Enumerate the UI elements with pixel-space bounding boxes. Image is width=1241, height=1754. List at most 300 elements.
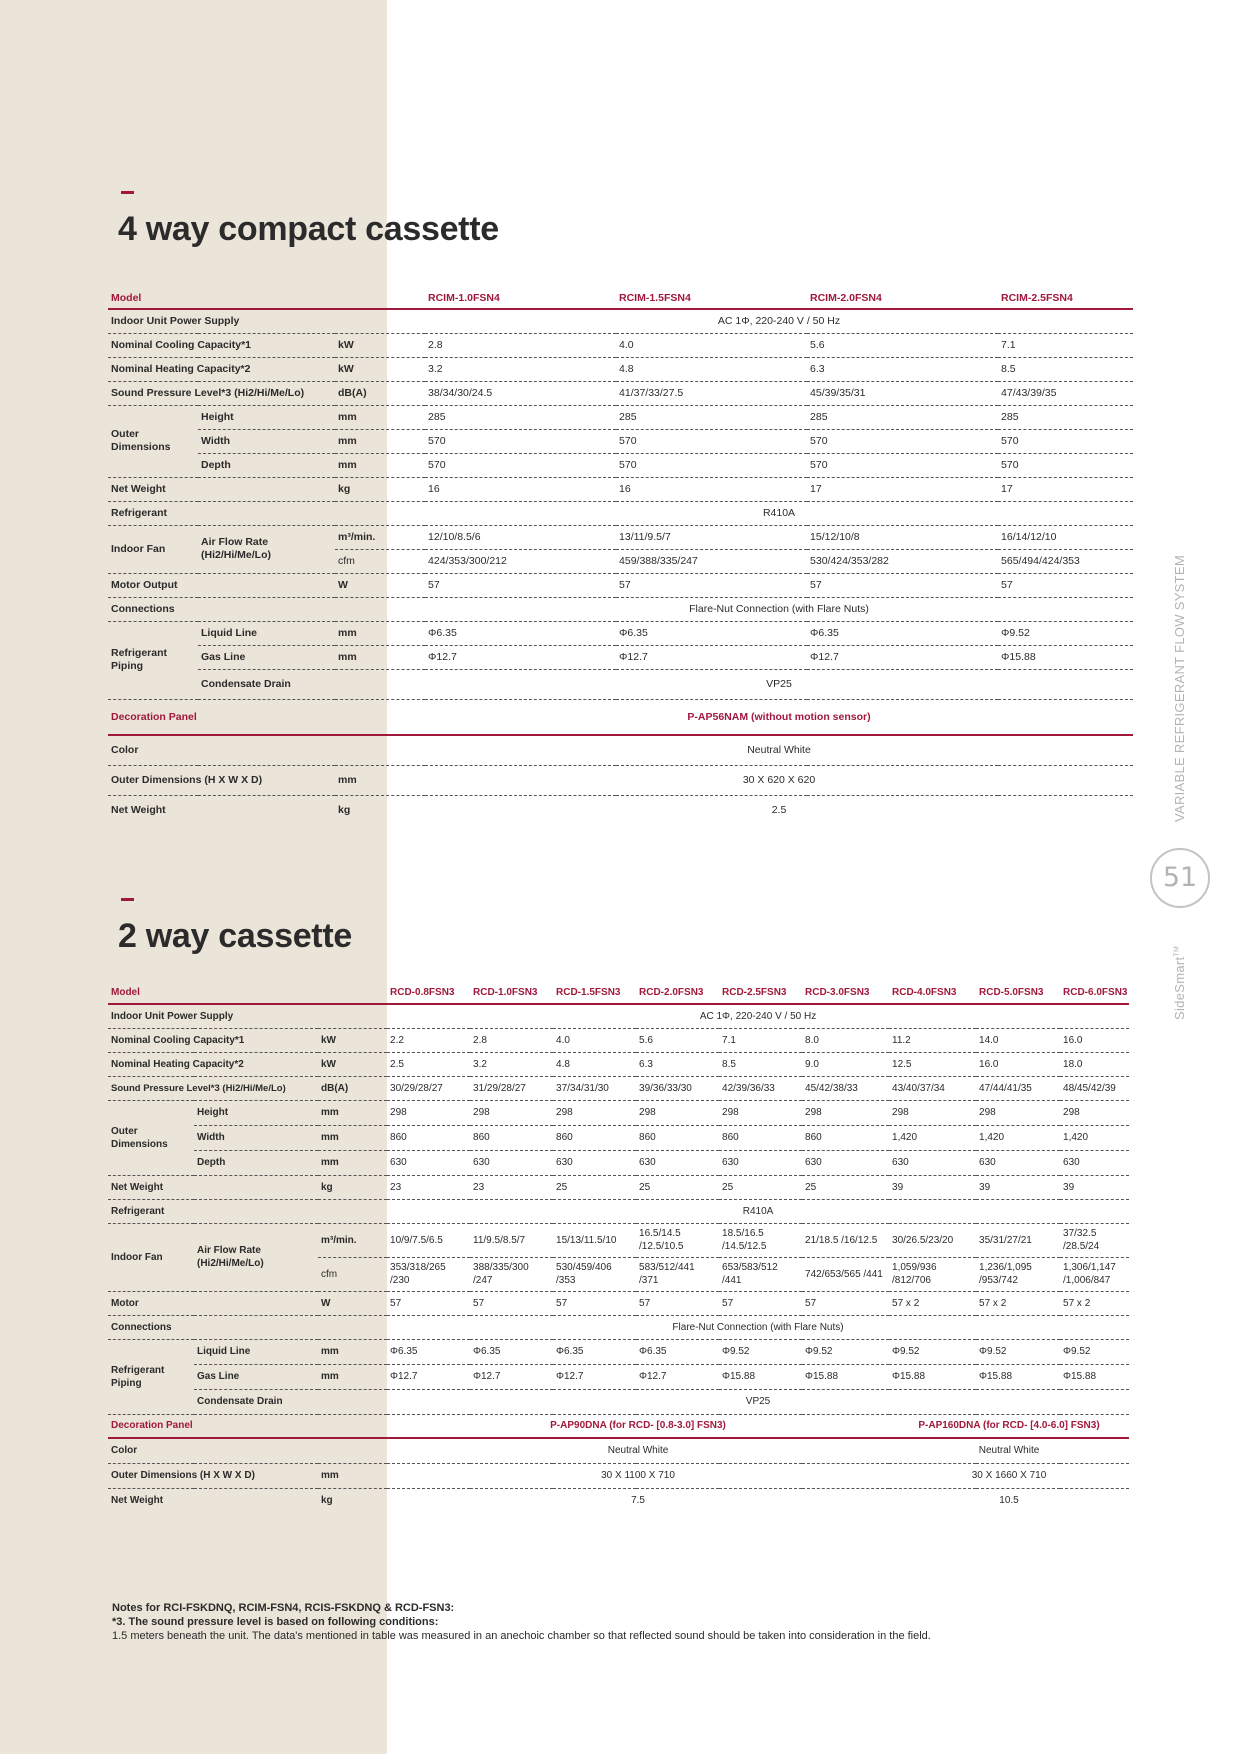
cell-value: 35/31/27/21	[976, 1223, 1060, 1257]
table-row	[108, 1004, 1129, 1028]
cell-value: 860	[553, 1125, 636, 1150]
cell-value: Φ9.52	[976, 1339, 1060, 1364]
cell-value: 23	[470, 1175, 553, 1199]
vertical-system-title: VARIABLE REFRIGERANT FLOW SYSTEM	[1172, 555, 1187, 822]
cell-value: 57 x 2	[889, 1291, 976, 1315]
table-row	[108, 573, 1133, 597]
notes-block	[112, 1601, 931, 1643]
cell-value: 4.0	[553, 1028, 636, 1052]
cell-value: R410A	[425, 501, 1133, 525]
row-label: Indoor Unit Power Supply	[108, 309, 425, 333]
cell-value: 31/29/28/27	[470, 1076, 553, 1100]
cell-value: 630	[1060, 1150, 1129, 1175]
cell-value: 742/653/565 /441	[802, 1257, 889, 1291]
row-label: Net Weight	[108, 477, 335, 501]
cell-value: 14.0	[976, 1028, 1060, 1052]
table-row	[108, 1028, 1129, 1052]
page-number: 51	[1150, 848, 1210, 908]
cell-value: 4.0	[616, 333, 807, 357]
cell-value: 860	[470, 1125, 553, 1150]
cell-value: 16	[425, 477, 616, 501]
cell-value: Φ6.35	[636, 1339, 719, 1364]
cell-value: 15/12/10/8	[807, 525, 998, 549]
table-row	[108, 1389, 1129, 1414]
model-name: RCD-3.0FSN3	[802, 982, 889, 1004]
table-row	[108, 1175, 1129, 1199]
row-label: Indoor Fan	[108, 525, 198, 573]
cell-value: 30 X 620 X 620	[425, 765, 1133, 795]
cell-value: 39	[889, 1175, 976, 1199]
model-name: RCD-1.0FSN3	[470, 982, 553, 1004]
cell-value: Φ12.7	[616, 645, 807, 669]
panel-model: P-AP90DNA (for RCD- [0.8-3.0] FSN3)	[387, 1414, 889, 1438]
cell-value: 8.5	[719, 1052, 802, 1076]
row-sublabel: Depth	[194, 1150, 318, 1175]
unit-label: kg	[321, 1495, 333, 1507]
cell-value: 17	[998, 477, 1133, 501]
model-name: RCIM-2.5FSN4	[998, 287, 1133, 309]
model-name: RCD-2.5FSN3	[719, 982, 802, 1004]
brand-name: SideSmart	[1172, 956, 1187, 1020]
unit-label: mm	[318, 1150, 387, 1175]
table-row	[108, 765, 1133, 795]
cell-value: 13/11/9.5/7	[616, 525, 807, 549]
row-label: Sound Pressure Level*3 (Hi2/Hi/Me/Lo)	[108, 1076, 318, 1100]
cell-value: 41/37/33/27.5	[616, 381, 807, 405]
row-label: Net Weight	[111, 804, 166, 817]
row-sublabel: Liquid Line	[194, 1339, 318, 1364]
unit-label: m³/min.	[335, 525, 425, 549]
unit-label: mm	[335, 453, 425, 477]
model-name: RCIM-1.5FSN4	[616, 287, 807, 309]
table-row	[108, 333, 1133, 357]
table-row	[108, 453, 1133, 477]
cell-value: R410A	[387, 1199, 1129, 1223]
brand-trademark: TM	[1173, 945, 1181, 957]
cell-value: 6.3	[807, 357, 998, 381]
spec-table-2way	[108, 982, 1129, 1513]
cell-value: 47/43/39/35	[998, 381, 1133, 405]
cell-value: 12/10/8.5/6	[425, 525, 616, 549]
cell-value: 15/13/11.5/10	[553, 1223, 636, 1257]
table-row	[108, 1076, 1129, 1100]
cell-value: Φ12.7	[807, 645, 998, 669]
cell-value: 570	[616, 429, 807, 453]
row-label: Sound Pressure Level*3 (Hi2/Hi/Me/Lo)	[108, 381, 335, 405]
cell-value: 30 X 1100 X 710	[387, 1463, 889, 1488]
table-row	[108, 357, 1133, 381]
row-label: Refrigerant	[108, 501, 425, 525]
cell-value: 42/39/36/33	[719, 1076, 802, 1100]
cell-value: 9.0	[802, 1052, 889, 1076]
cell-value: Φ6.35	[425, 621, 616, 645]
cell-value: 16.5/14.5 /12.5/10.5	[636, 1223, 719, 1257]
row-sublabel: Condensate Drain	[194, 1389, 318, 1414]
panel-label: Decoration Panel	[108, 1414, 387, 1438]
table-row	[108, 381, 1133, 405]
cell-value: 583/512/441 /371	[636, 1257, 719, 1291]
cell-value: 530/459/406 /353	[553, 1257, 636, 1291]
cell-value: 630	[470, 1150, 553, 1175]
cell-value: Φ6.35	[470, 1339, 553, 1364]
row-sublabel: Width	[198, 429, 335, 453]
model-label: Model	[108, 982, 387, 1004]
row-sublabel: Width	[194, 1125, 318, 1150]
cell-value: 2.5	[387, 1052, 470, 1076]
cell-value: 570	[998, 429, 1133, 453]
cell-value: 1,059/936 /812/706	[889, 1257, 976, 1291]
table-row	[108, 405, 1133, 429]
cell-value: 7.1	[719, 1028, 802, 1052]
panel-label: Decoration Panel	[108, 699, 425, 735]
row-label: Nominal Heating Capacity*2	[108, 1052, 318, 1076]
row-label: Outer Dimensions	[108, 1100, 194, 1175]
cell-value: Φ9.52	[889, 1339, 976, 1364]
table-row	[108, 699, 1133, 735]
cell-value: 860	[802, 1125, 889, 1150]
cell-value: Φ6.35	[387, 1339, 470, 1364]
cell-value: 39	[976, 1175, 1060, 1199]
cell-value: Φ12.7	[636, 1364, 719, 1389]
cell-value: AC 1Φ, 220-240 V / 50 Hz	[425, 309, 1133, 333]
cell-value: 1,306/1,147 /1,006/847	[1060, 1257, 1129, 1291]
cell-value: Φ12.7	[425, 645, 616, 669]
model-name: RCD-2.0FSN3	[636, 982, 719, 1004]
cell-value: 38/34/30/24.5	[425, 381, 616, 405]
cell-value: 570	[807, 453, 998, 477]
table-row	[108, 1488, 1129, 1513]
section-title-2way: 2 way cassette	[118, 917, 352, 955]
cell-value: Φ12.7	[553, 1364, 636, 1389]
table-row	[108, 501, 1133, 525]
cell-value: 37/34/31/30	[553, 1076, 636, 1100]
notes-condition: *3. The sound pressure level is based on following conditions:	[112, 1616, 439, 1628]
table-row	[108, 1223, 1129, 1257]
cell-value: Φ15.88	[719, 1364, 802, 1389]
notes-heading: Notes for RCI-FSKDNQ, RCIM-FSN4, RCIS-FSKDNQ & RCD-FSN3:	[112, 1602, 455, 1614]
cell-value: Φ6.35	[553, 1339, 636, 1364]
cell-value: 6.3	[636, 1052, 719, 1076]
model-name: RCD-4.0FSN3	[889, 982, 976, 1004]
cell-value: 47/44/41/35	[976, 1076, 1060, 1100]
model-name: RCD-1.5FSN3	[553, 982, 636, 1004]
row-sublabel: Air Flow Rate (Hi2/Hi/Me/Lo)	[198, 525, 335, 573]
cell-value: 570	[425, 429, 616, 453]
cell-value: 37/32.5 /28.5/24	[1060, 1223, 1129, 1257]
cell-value: 388/335/300 /247	[470, 1257, 553, 1291]
cell-value: 8.5	[998, 357, 1133, 381]
cell-value: 10.5	[999, 1495, 1019, 1507]
cell-value: Φ15.88	[889, 1364, 976, 1389]
cell-value: AC 1Φ, 220-240 V / 50 Hz	[387, 1004, 1129, 1028]
model-name: RCIM-2.0FSN4	[807, 287, 998, 309]
row-label: Net Weight	[111, 1495, 164, 1507]
row-label: Outer Dimensions	[108, 405, 198, 477]
cell-value: 57	[616, 573, 807, 597]
table-row	[108, 1150, 1129, 1175]
cell-value: 39/36/33/30	[636, 1076, 719, 1100]
unit-label: cfm	[335, 549, 425, 573]
cell-value: 3.2	[470, 1052, 553, 1076]
table-row	[108, 309, 1133, 333]
cell-value: Flare-Nut Connection (with Flare Nuts)	[387, 1315, 1129, 1339]
model-name: RCD-0.8FSN3	[387, 982, 470, 1004]
table-row	[108, 1291, 1129, 1315]
table-row	[108, 429, 1133, 453]
cell-value: Φ15.88	[976, 1364, 1060, 1389]
model-name: RCIM-1.0FSN4	[425, 287, 616, 309]
cell-value: 11.2	[889, 1028, 976, 1052]
cell-value: 43/40/37/34	[889, 1076, 976, 1100]
cell-value: 298	[553, 1100, 636, 1125]
cell-value: Φ15.88	[802, 1364, 889, 1389]
table-row	[108, 735, 1133, 765]
cell-value: 39	[1060, 1175, 1129, 1199]
row-label: Connections	[108, 597, 425, 621]
cell-value: 23	[387, 1175, 470, 1199]
cell-value: 1,236/1,095 /953/742	[976, 1257, 1060, 1291]
cell-value: 10/9/7.5/6.5	[387, 1223, 470, 1257]
unit-label: mm	[318, 1339, 387, 1364]
row-sublabel: Height	[194, 1100, 318, 1125]
row-label: Nominal Cooling Capacity*1	[108, 1028, 318, 1052]
cell-value: 653/583/512 /441	[719, 1257, 802, 1291]
cell-value: 16/14/12/10	[998, 525, 1133, 549]
table-row	[108, 669, 1133, 699]
cell-value: 630	[719, 1150, 802, 1175]
table-row	[108, 477, 1133, 501]
unit-label: mm	[335, 765, 425, 795]
cell-value: 12.5	[889, 1052, 976, 1076]
cell-value: Φ9.52	[1060, 1339, 1129, 1364]
table-row	[108, 1100, 1129, 1125]
cell-value: 57	[470, 1291, 553, 1315]
cell-value: 11/9.5/8.5/7	[470, 1223, 553, 1257]
brand-vertical	[1172, 946, 1187, 1020]
cell-value: 285	[998, 405, 1133, 429]
model-label: Model	[108, 287, 425, 309]
cell-value: 298	[719, 1100, 802, 1125]
row-label: Refrigerant Piping	[108, 621, 198, 699]
cell-value: VP25	[387, 1389, 1129, 1414]
unit-label: kg	[335, 477, 425, 501]
cell-value: 7.1	[998, 333, 1133, 357]
cell-value: Φ9.52	[998, 621, 1133, 645]
cell-value: 285	[807, 405, 998, 429]
cell-value: 5.6	[807, 333, 998, 357]
table-row	[108, 525, 1133, 549]
cell-value: 298	[470, 1100, 553, 1125]
row-label: Indoor Unit Power Supply	[108, 1004, 387, 1028]
cell-value: 570	[807, 429, 998, 453]
unit-label: mm	[335, 405, 425, 429]
cell-value: 424/353/300/212	[425, 549, 616, 573]
cell-value: 25	[802, 1175, 889, 1199]
unit-label: W	[335, 573, 425, 597]
row-label: Connections	[108, 1315, 387, 1339]
model-name: RCD-5.0FSN3	[976, 982, 1060, 1004]
cell-value: 2.8	[470, 1028, 553, 1052]
cell-value: 16.0	[1060, 1028, 1129, 1052]
cell-value: 57	[553, 1291, 636, 1315]
cell-value: 860	[719, 1125, 802, 1150]
cell-value: 459/388/335/247	[616, 549, 807, 573]
cell-value: Φ6.35	[807, 621, 998, 645]
cell-value: Φ9.52	[719, 1339, 802, 1364]
cell-value: 16.0	[976, 1052, 1060, 1076]
section-marker	[121, 898, 134, 901]
cell-value: 630	[553, 1150, 636, 1175]
cell-value: 5.6	[636, 1028, 719, 1052]
cell-value: Flare-Nut Connection (with Flare Nuts)	[425, 597, 1133, 621]
cell-value: 30 X 1660 X 710	[889, 1463, 1129, 1488]
table-row	[108, 1339, 1129, 1364]
cell-value: 45/39/35/31	[807, 381, 998, 405]
unit-label: kg	[338, 804, 351, 817]
cell-value: 630	[976, 1150, 1060, 1175]
cell-value: 25	[636, 1175, 719, 1199]
table-row	[108, 645, 1133, 669]
row-label: Refrigerant Piping	[108, 1339, 194, 1414]
row-label: Net Weight	[108, 1175, 318, 1199]
cell-value: Neutral White	[425, 735, 1133, 765]
cell-value: Neutral White	[387, 1438, 889, 1463]
row-label: Motor	[108, 1291, 318, 1315]
model-name: RCD-6.0FSN3	[1060, 982, 1129, 1004]
unit-label: m³/min.	[318, 1223, 387, 1257]
row-label: Motor Output	[108, 573, 335, 597]
cell-value: 630	[387, 1150, 470, 1175]
unit-label: kW	[335, 333, 425, 357]
row-label: Color	[108, 735, 425, 765]
cell-value: 298	[976, 1100, 1060, 1125]
section-marker	[121, 191, 134, 194]
unit-label: mm	[318, 1364, 387, 1389]
table-row	[108, 1052, 1129, 1076]
cell-value: 2.8	[425, 333, 616, 357]
panel-model: P-AP160DNA (for RCD- [4.0-6.0] FSN3)	[889, 1414, 1129, 1438]
cell-value: Neutral White	[889, 1438, 1129, 1463]
row-label: Indoor Fan	[108, 1223, 194, 1291]
cell-value: 570	[616, 453, 807, 477]
unit-label: cfm	[318, 1257, 387, 1291]
cell-value: 7.5	[631, 1495, 645, 1507]
cell-value: Φ12.7	[470, 1364, 553, 1389]
unit-label: mm	[335, 621, 425, 645]
table-row	[108, 1199, 1129, 1223]
table-row	[108, 597, 1133, 621]
cell-value: 298	[636, 1100, 719, 1125]
unit-label: dB(A)	[318, 1076, 387, 1100]
cell-value: 57	[802, 1291, 889, 1315]
cell-value: VP25	[425, 669, 1133, 699]
table-row	[108, 1364, 1129, 1389]
unit-label: mm	[335, 645, 425, 669]
cell-value: Φ15.88	[1060, 1364, 1129, 1389]
cell-value: 8.0	[802, 1028, 889, 1052]
row-label: Nominal Heating Capacity*2	[108, 357, 335, 381]
cell-value: 48/45/42/39	[1060, 1076, 1129, 1100]
cell-value: 298	[387, 1100, 470, 1125]
row-sublabel: Liquid Line	[198, 621, 335, 645]
cell-value: 57	[807, 573, 998, 597]
unit-label: W	[318, 1291, 387, 1315]
cell-value: 57 x 2	[1060, 1291, 1129, 1315]
cell-value: 57	[636, 1291, 719, 1315]
row-sublabel: Air Flow Rate (Hi2/Hi/Me/Lo)	[194, 1223, 318, 1291]
table-row	[108, 1125, 1129, 1150]
cell-value: Φ9.52	[802, 1339, 889, 1364]
cell-value: 530/424/353/282	[807, 549, 998, 573]
cell-value: 285	[425, 405, 616, 429]
cell-value: 2.5	[771, 804, 787, 817]
spec-table-4way	[108, 287, 1133, 825]
cell-value: 16	[616, 477, 807, 501]
cell-value: 860	[636, 1125, 719, 1150]
table-row	[108, 1438, 1129, 1463]
cell-value: 1,420	[1060, 1125, 1129, 1150]
table-row	[108, 1463, 1129, 1488]
cell-value: Φ12.7	[387, 1364, 470, 1389]
cell-value: 298	[802, 1100, 889, 1125]
unit-label: kW	[335, 357, 425, 381]
cell-value: 565/494/424/353	[998, 549, 1133, 573]
table-row	[108, 1414, 1129, 1438]
cell-value: 57	[387, 1291, 470, 1315]
cell-value: 17	[807, 477, 998, 501]
section-title-4way: 4 way compact cassette	[118, 210, 499, 248]
cell-value: 30/29/28/27	[387, 1076, 470, 1100]
row-sublabel: Height	[198, 405, 335, 429]
unit-label: kg	[318, 1175, 387, 1199]
cell-value: Φ6.35	[616, 621, 807, 645]
cell-value: 30/26.5/23/20	[889, 1223, 976, 1257]
unit-label: mm	[318, 1100, 387, 1125]
cell-value: 4.8	[553, 1052, 636, 1076]
cell-value: 3.2	[425, 357, 616, 381]
cell-value: 860	[387, 1125, 470, 1150]
unit-label: mm	[318, 1463, 387, 1488]
unit-label: mm	[335, 429, 425, 453]
table-row	[108, 982, 1129, 1004]
cell-value: 25	[719, 1175, 802, 1199]
unit-label: kW	[318, 1052, 387, 1076]
cell-value: 298	[889, 1100, 976, 1125]
cell-value: 18.0	[1060, 1052, 1129, 1076]
cell-value: 630	[889, 1150, 976, 1175]
row-sublabel: Condensate Drain	[198, 669, 335, 699]
cell-value: 57 x 2	[976, 1291, 1060, 1315]
cell-value: Φ15.88	[998, 645, 1133, 669]
row-sublabel: Depth	[198, 453, 335, 477]
table-row	[108, 287, 1133, 309]
cell-value: 57	[998, 573, 1133, 597]
notes-detail: 1.5 meters beneath the unit. The data's mentioned in table was measured in an anechoic chamber so that reflected sound should be taken into consideration in the field.	[112, 1630, 931, 1642]
row-label: Outer Dimensions (H X W X D)	[108, 1463, 318, 1488]
table-row	[108, 621, 1133, 645]
table-row	[108, 795, 1133, 825]
cell-value: 25	[553, 1175, 636, 1199]
cell-value: 630	[802, 1150, 889, 1175]
cell-value: 1,420	[976, 1125, 1060, 1150]
cell-value: 630	[636, 1150, 719, 1175]
cell-value: 285	[616, 405, 807, 429]
row-sublabel: Gas Line	[194, 1364, 318, 1389]
cell-value: 21/18.5 /16/12.5	[802, 1223, 889, 1257]
panel-model: P-AP56NAM (without motion sensor)	[425, 699, 1133, 735]
cell-value: 353/318/265 /230	[387, 1257, 470, 1291]
unit-label: dB(A)	[335, 381, 425, 405]
